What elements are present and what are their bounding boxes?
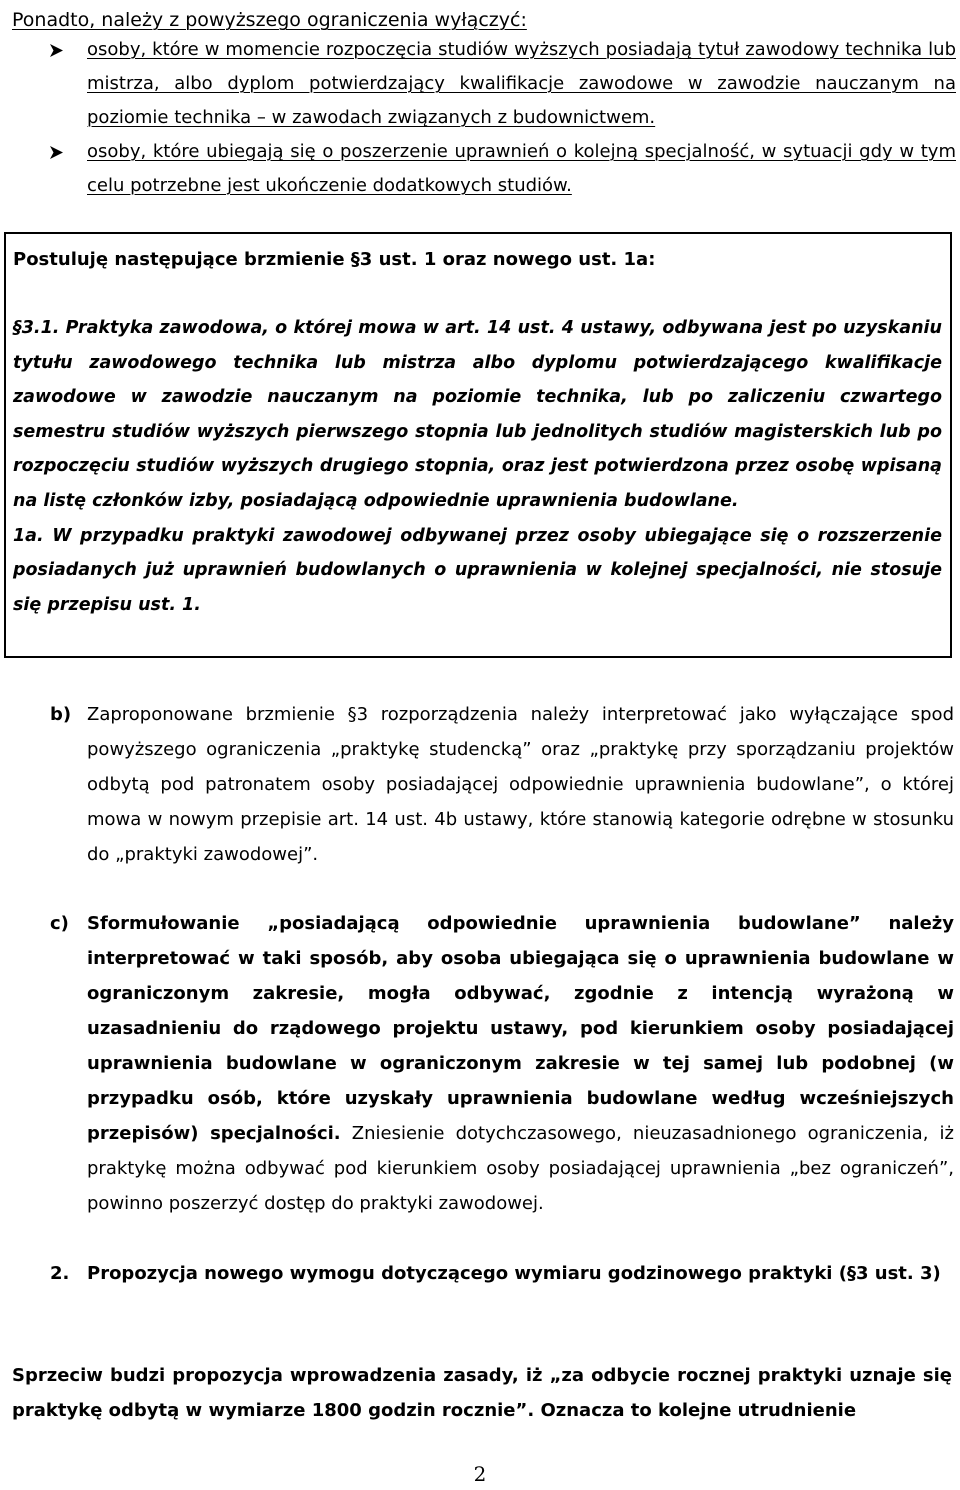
item-c-normal-text: Zniesienie dotychczasowego, nieuzasadnionego ograniczenia, iż praktykę można odbywać pod kierunkiem osoby posiadającej uprawnienia „bez ograniczeń”, powinno poszerzyć dostęp do praktyki zawodowej. [87,1123,954,1214]
arrowhead-bullet-icon [50,146,63,159]
section-2-title: Propozycja nowego wymogu dotyczącego wymiaru godzinowego praktyki (§3 ust. 3) [87,1263,941,1284]
proposal-paragraph-1: §3.1. Praktyka zawodowa, o której mowa w art. 14 ust. 4 ustawy, odbywana jest po uzyskaniu tytułu zawodowego technika lub mistrza albo dyplomu potwierdzającego kwalifikacje zawodowe w zawodzie nauczanym na poziomie technika, lub po zaliczeniu czwartego semestru studiów wyższych pierwszego stopnia lub jednolitych studiów magisterskich lub po rozpoczęciu studiów wyższych drugiego stopnia, oraz jest potwierdzona przez osobę wpisaną na listę członków izby, posiadającą odpowiednie uprawnienia budowlane. [13,318,942,511]
exclusion-list [0,33,956,203]
section-2-marker: 2. [50,1263,70,1284]
item-c-text [87,906,954,1221]
item-b [50,697,954,872]
page-number: 2 [473,1462,487,1486]
item-b-marker: b) [50,704,72,725]
item-c [50,906,954,1221]
list-item-text: osoby, które ubiegają się o poszerzenie uprawnień o kolejną specjalność, w sytuacji gdy w tym celu potrzebne jest ukończenie dodatkowych studiów. [87,141,956,196]
proposal-box [4,232,952,658]
arrowhead-bullet-icon [50,44,63,57]
intro-text: Ponadto, należy z powyższego ograniczenia wyłączyć: [12,9,527,31]
list-item [0,33,956,135]
item-c-marker: c) [50,913,69,934]
list-item [0,135,956,203]
section-2-heading [50,1256,954,1291]
list-item-text: osoby, które w momencie rozpoczęcia studiów wyższych posiadają tytuł zawodowy technika lub mistrza, albo dyplom potwierdzający kwalifikacje zawodowe w zawodzie nauczanym na poziomie technika – w zawodach związanych z budownictwem. [87,39,956,128]
item-c-bold-text: Sformułowanie „posiadającą odpowiednie uprawnienia budowlane” należy interpretować w taki sposób, aby osoba ubiegająca się o uprawnienia budowlane w ograniczonym zakresie, mogła odbywać, zgodnie z intencją wyrażoną w uzasadnieniu do rządowego projektu ustawy, pod kierunkiem osoby posiadającej uprawnienia budowlane w ograniczonym zakresie w tej samej lub podobnej (w przypadku osób, które uzyskały uprawnienia budowlane według wcześniejszych przepisów) specjalności. [87,913,954,1144]
closing-paragraph: Sprzeciw budzi propozycja wprowadzenia zasady, iż „za odbycie rocznej praktyki uznaje się praktykę odbytą w wymiarze 1800 godzin rocznie”. Oznacza to kolejne utrudnienie [12,1365,952,1421]
item-b-text: Zaproponowane brzmienie §3 rozporządzenia należy interpretować jako wyłączające spod powyższego ograniczenia „praktykę studencką” oraz „praktykę przy sporządzaniu projektów odbytą pod patronatem osoby posiadającej odpowiednie uprawnienia budowlane”, o której mowa w nowym przepisie art. 14 ust. 4b ustawy, które stanowią kategorie odrębne w stosunku do „praktyki zawodowej”. [87,704,954,865]
proposal-paragraph-1a: 1a. W przypadku praktyki zawodowej odbywanej przez osoby ubiegające się o rozszerzenie posiadanych już uprawnień budowlanych o uprawnienia w kolejnej specjalności, nie stosuje się przepisu ust. 1. [13,525,942,615]
proposal-heading: Postuluję następujące brzmienie §3 ust. 1 oraz nowego ust. 1a: [13,249,656,270]
